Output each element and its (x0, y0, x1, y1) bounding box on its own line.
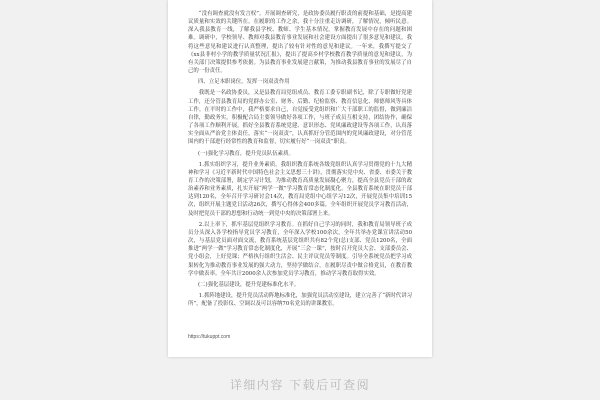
subheading-study: (一)强化学习教育，提升党员队伍素质。 (198, 150, 294, 157)
download-prompt: 详细内容 下载后可查阅 (229, 378, 371, 392)
subheading-basic-construction: (二)强化基层建设，提升党建标准化水平。 (198, 281, 300, 288)
paragraph-study-2: 2.以上率下，抓牢基层党组织学习教育。在抓好自己学习的同时，我和教育局领导班子成员分头深入各学校指导党员学习教育，全年深入学校100余次，全年共举办党课宣讲活动50次，与基层党员面对面交流，教育系统基层党组织共有82个党(总)支部、党员1200名，全面推进“两学一做”学习教育常态化制度化，开展“三会一课”，按时召开党员大会、支部委员会、党小组会，上好党课；严格执行组织生活会、民主评议党员等制度。引导全系统党员把学习成果转化为推动教育事业发展的强大动力，坚持学做结合，在履职尽责中做合格党员，在教育教学中做表率。全年共计2000余人次参加党员学习教育，推动学习教育取得实效。 (188, 221, 412, 277)
paragraph-position: 1.抓阵地建设，提升党员活动阵地标准化，加强党员活动室建设，建立完善了“新时代讲习所”，配备了投影仪、空调以及可以容纳70名党员的讲课教室。 (188, 293, 412, 308)
paragraph-duties: 我既是一名政协委员，又是县教育局党组成员、教育工委专职副书记，除了专职做好党建工作，还分管县教育局的党群办公室、财务、后勤、纪检监察、教育信息化、师德师风等具体工作。在平时的工作中，我严格要求自己，自觉接受党组织和广大干部职工的监督，做到廉洁自律，勤政务实。积极配合局主要领导做好各项工作，与班子成员互相支持，团结协作，确保了各项工作顺利开展，抓好全县教育系统党建、意识形态、党风廉政建设等各项工作，认真落实全面从严治党主体责任，落实“一岗双责”，认真抓好分管范围内的党风廉政建设，对分管范围内的干部进行经常性的教育和监督，切实履行好“一岗双责”职责。 (188, 90, 412, 146)
paragraph-survey: “没有调查就没有发言权”。开展调查研究，是政协委员履行职责的前提和基础，是提高建议质量和实效的关键所在。在履职的工作之余，我十分注重走访调研，了解情况，倾听民意。深入我县教育一线，了解我县学校、教师、学生基本情况，掌握教育发展中存在的问题和困难。调研中，学校领导、教师对我县教育事业发展和社会建设方面提出了很多意见和建议，我将这些意见和建议进行认真整理，提出了较有针对性的意见和建议。一年来，我撰写提交了《xx县非村小学的教学质量状况汇报》，提出了提高乡村学校教育教学质量的意见和建议，为有关部门决策提供参考依据。为县教育事业发展建言献策，为推动我县教育事业的发展尽了自己的一份责任。 (188, 11, 412, 75)
section-heading-4: 四、立足本职岗位，发挥一岗双责作用 (198, 79, 290, 86)
paragraph-study-1: 1.抓实组织学习，提升业务素质。我组织教育系统各级党组织认真学习贯彻党的十九大精神和学习《习近平新时代中国特色社会主义思想三十讲》，贯彻落实党中央、省委、市委关于教育工作的决策部署，制定学习计划，为推动教育高质量发展凝心聚力，提高全县党员干部的政治素养和业务素质，扎实开展“两学一做”学习教育常态化制度化。全县教育系统在职党员干部达到120名，全年召开学习研讨会14次，教育局党组中心组学习12次，开展党员集中培训15次，组织开展主题党日活动26次，撰写心得体会400多篇，全年组织开展党员学习教育活动，及时把党员干部的思想和行动统一到党中央的决策部署上来。 (188, 161, 412, 217)
document-body (188, 10, 412, 308)
document-page (168, 0, 432, 357)
source-url[interactable]: https://tukuppt.com (188, 334, 231, 340)
